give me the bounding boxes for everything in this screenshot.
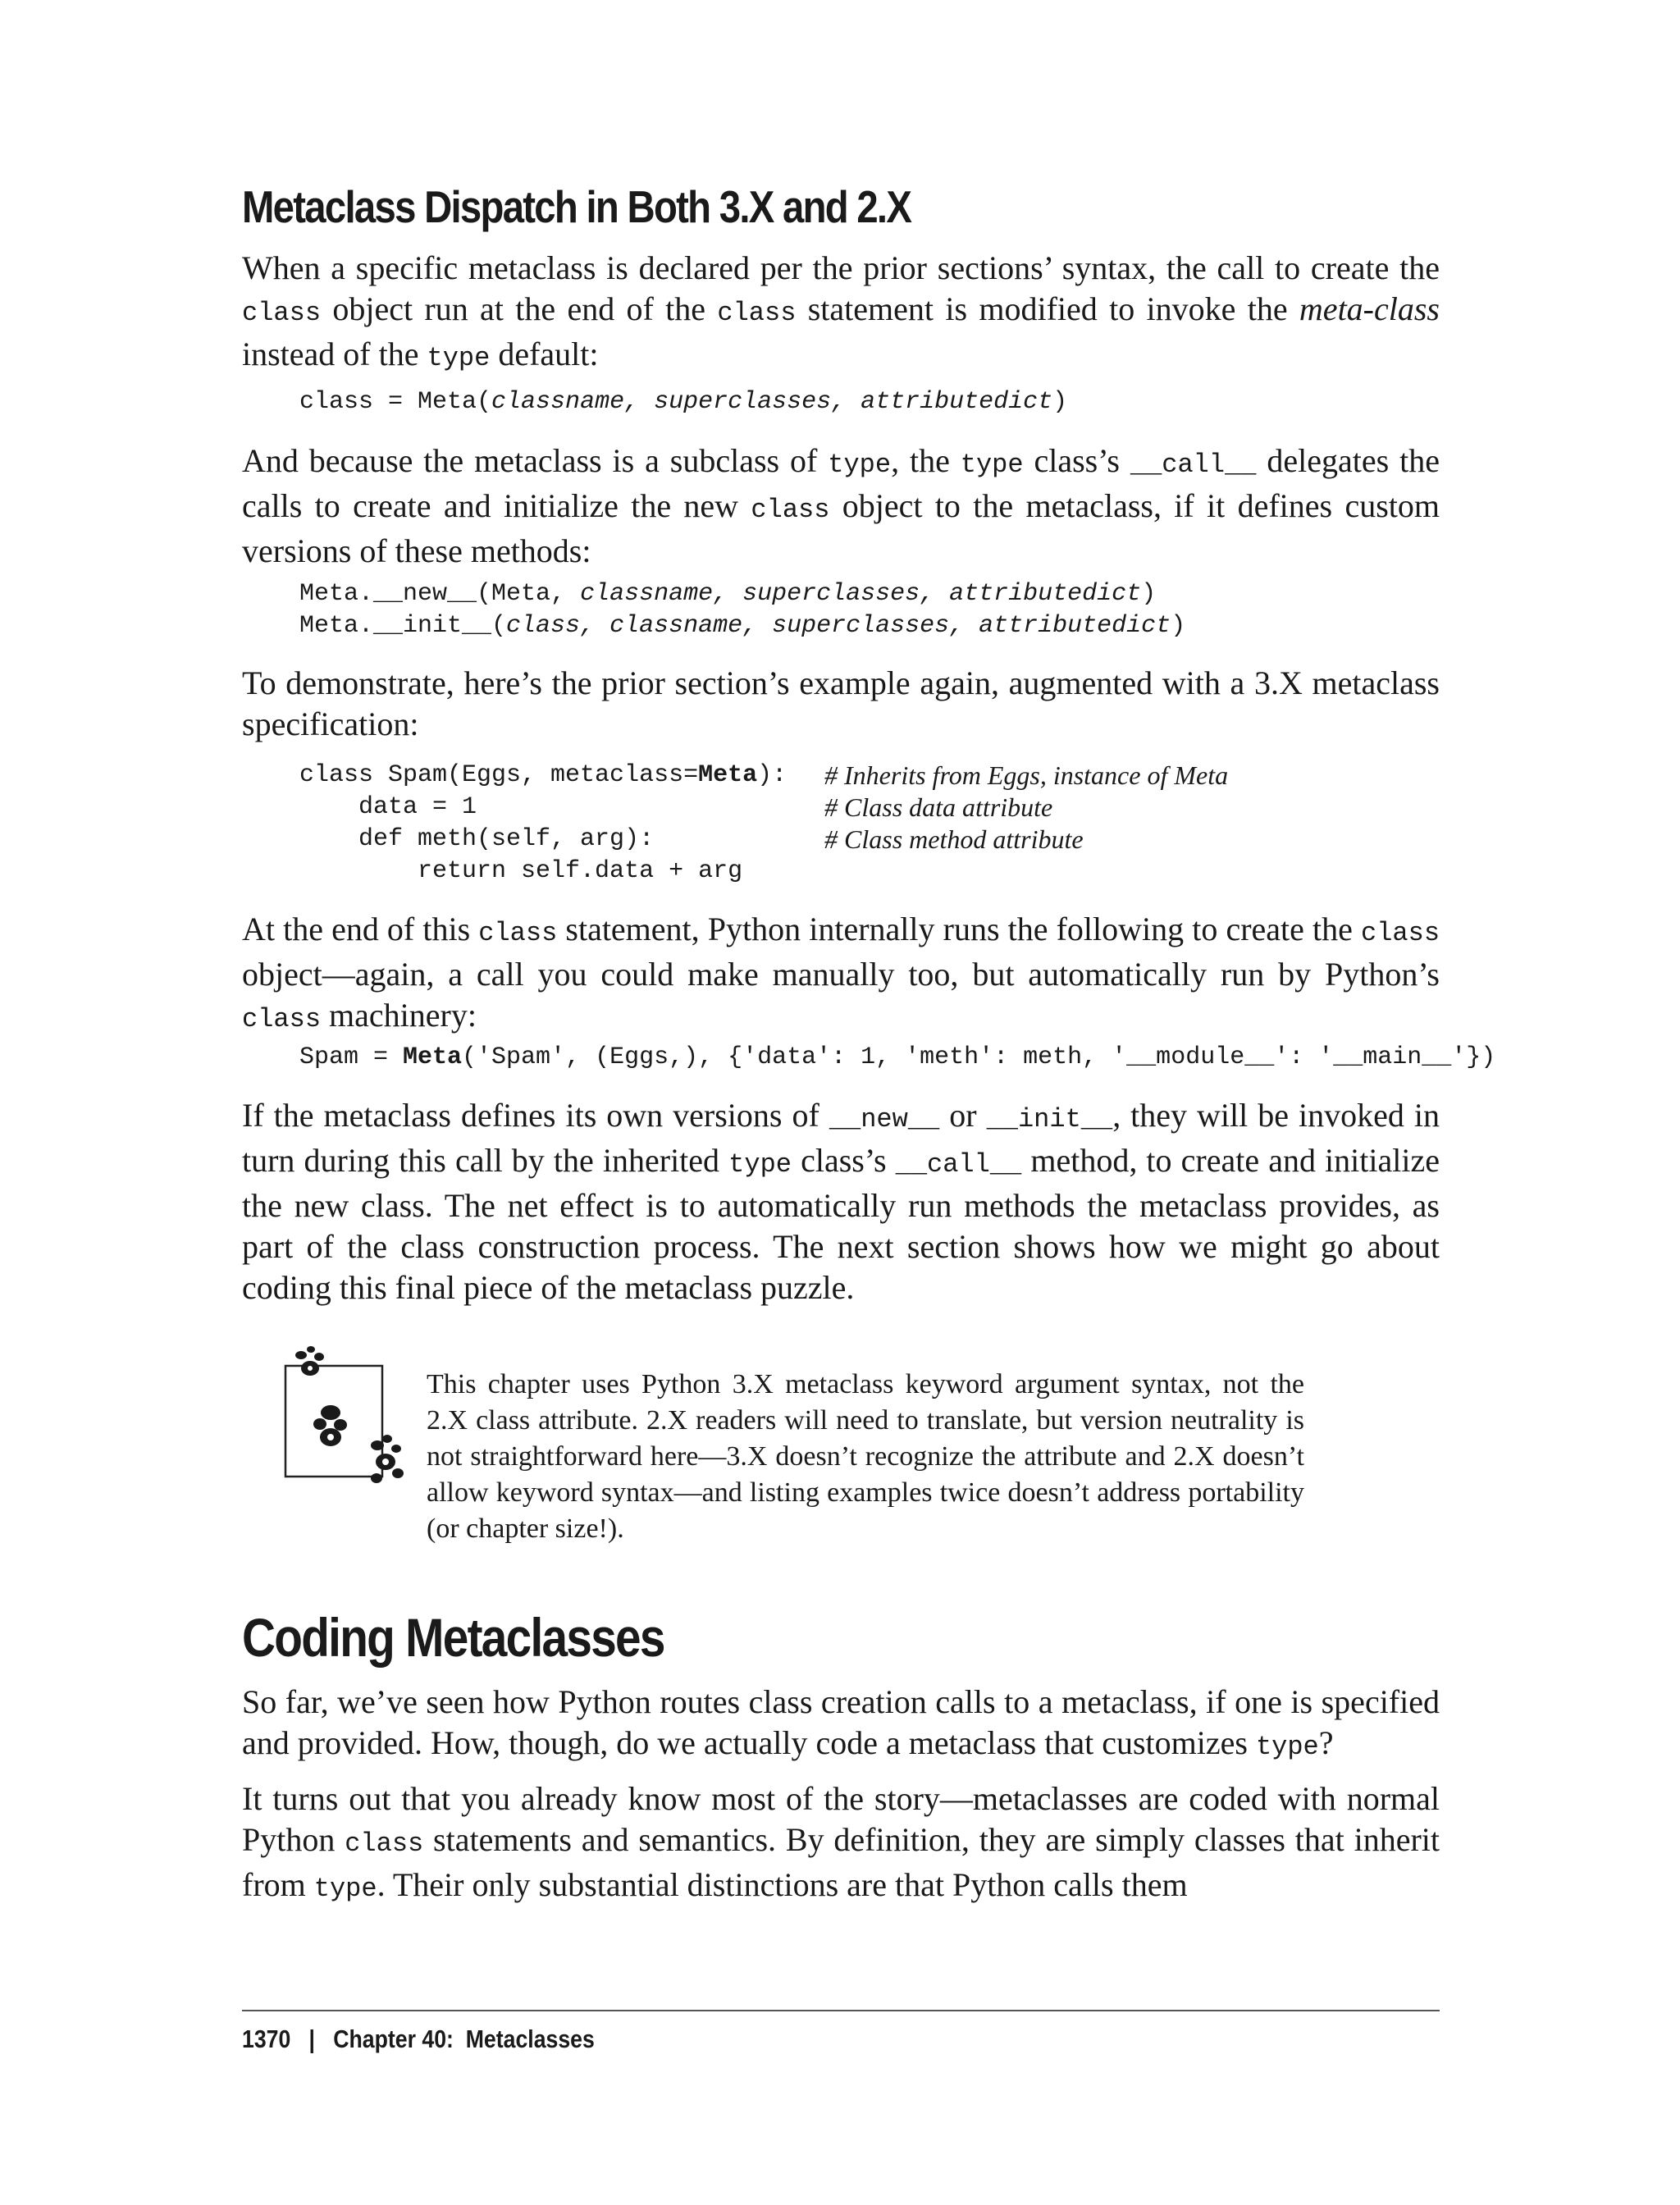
tip-note: This chapter uses Python 3.X metaclass keyword argument syntax, not the 2.X class attribute. 2.X readers will need to translate, but version neutrality is not straightforward here—3.X doesn’t recognize the attribute and 2.X doesn’t allow keyword syntax—and listing examples twice doesn’t address portability (or chapter size!). xyxy=(427,1369,1304,1544)
code-meta-call: class = Meta(classname, superclasses, attributedict) xyxy=(299,388,1068,416)
code-meta-invocation: Spam = Meta('Spam', (Eggs,), {'data': 1, 'meth': meth, '__module__': '__main__'}) xyxy=(299,1043,1496,1071)
section-heading: Metaclass Dispatch in Both 3.X and 2.X xyxy=(242,181,911,232)
paragraph-end-of-class: At the end of this class statement, Python internally runs the following to create the class object—again, a call you could make manually too, but automatically run by Python’s class machinery: xyxy=(242,911,1440,1034)
footer-rule xyxy=(242,2010,1440,2011)
chapter-section-heading: Coding Metaclasses xyxy=(242,1607,664,1668)
paragraph-turns-out: It turns out that you already know most of the story—metaclasses are coded with normal Python class statements and semantics. By definition, they are simply classes that inherit from type. Their only substantial distinctions are that Python calls them xyxy=(242,1780,1440,1904)
paragraph-type-call: And because the metaclass is a subclass of type, the type class’s __call__ delegates the calls to create and initialize the new class object to the metaclass, if it defines custom versions of these methods: xyxy=(242,442,1440,569)
chapter-title: Chapter 40: Metaclasses xyxy=(333,2025,595,2053)
paragraph-demonstrate: To demonstrate, here’s the prior section’s example again, augmented with a 3.X metaclass specification: xyxy=(242,664,1440,742)
tip-paw-icon xyxy=(283,1345,414,1493)
page-footer xyxy=(242,2025,595,2054)
code-spam-comments: # Inherits from Eggs, instance of Meta # Class data attribute # Class method attribute xyxy=(824,760,1229,854)
code-new-init: Meta.__new__(Meta, classname, superclasses, attributedict) Meta.__init__(class, classname, superclasses, attributedict) xyxy=(299,580,1186,640)
paragraph-so-far: So far, we’ve seen how Python routes class creation calls to a metaclass, if one is specified and provided. How, though, do we actually code a metaclass that customizes type? xyxy=(242,1683,1440,1762)
footer-separator: | xyxy=(308,2025,316,2053)
paragraph-net-effect: If the metaclass defines its own versions of __new__ or __init__, they will be invoked in turn during this call by the inherited type class’s __call__ method, to create and initialize the new class. The net effect is to automatically run methods the metaclass provides, as part of the class construction process. The next section shows how we might go about coding this final piece of the metaclass puzzle. xyxy=(242,1097,1440,1306)
paragraph-dispatch-intro: When a specific metaclass is declared per the prior sections’ syntax, the call to create the class object run at the end of the class statement is modified to invoke the meta-class instead of the type default: xyxy=(242,249,1440,373)
code-spam-class: class Spam(Eggs, metaclass=Meta): data = 1 def meth(self, arg): return self.data + arg xyxy=(299,761,788,885)
page-number: 1370 xyxy=(242,2025,291,2053)
